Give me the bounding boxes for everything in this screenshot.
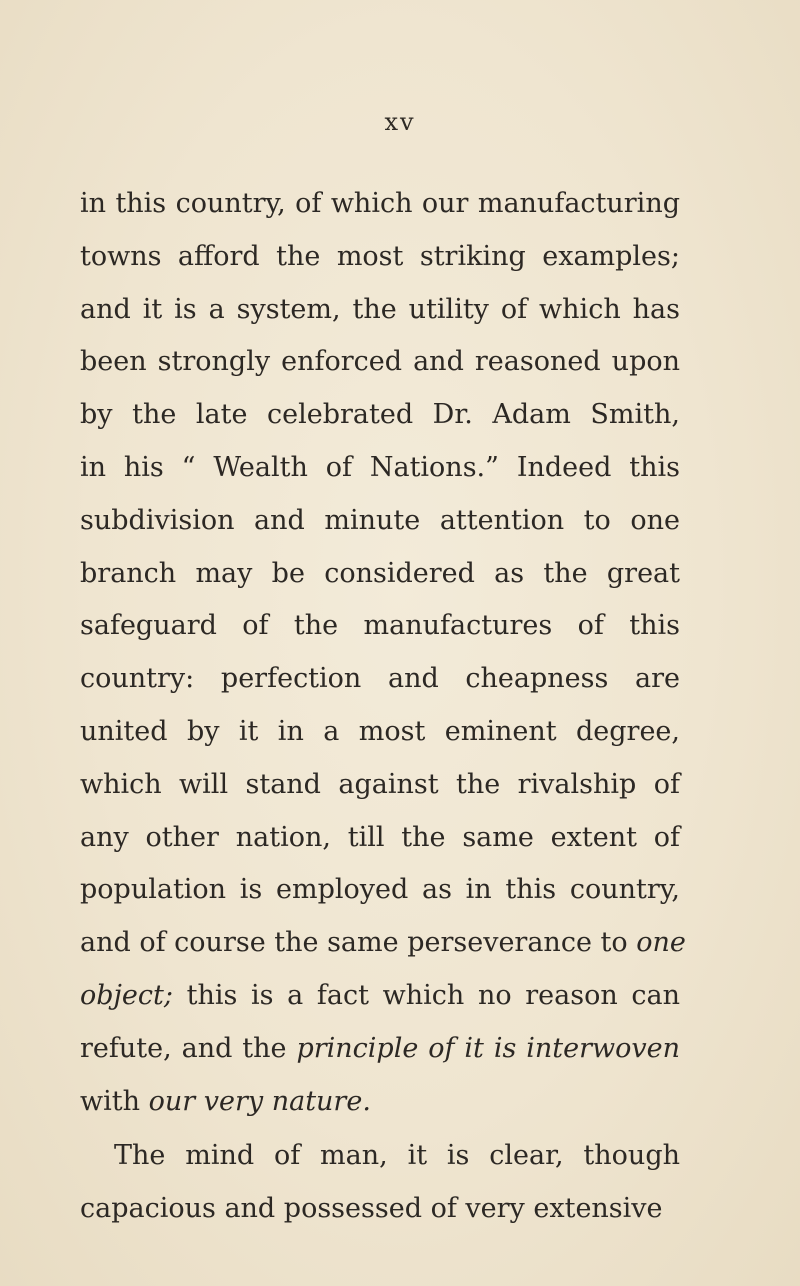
text-line <box>80 1023 680 1076</box>
text-line: been strongly enforced and reasoned upon <box>80 346 680 378</box>
text-line: in his “ Wealth of Nations.” Indeed this <box>80 451 680 483</box>
text-run: with <box>80 1085 140 1117</box>
text-line: population is employed as in this country, <box>80 874 680 906</box>
text-line: in this country, of which our manufacturing <box>80 188 680 219</box>
paragraph-1 <box>80 178 686 1128</box>
italic-run: principle of it is interwoven <box>296 1032 680 1064</box>
text-line: by the late celebrated Dr. Adam Smith, <box>80 399 680 431</box>
text-line: subdivision and minute attention to one <box>80 504 680 536</box>
text-line: united by it in a most eminent degree, <box>80 715 680 747</box>
text-run: refute, and the <box>80 1032 287 1064</box>
page-number: xv <box>384 108 416 136</box>
text-line <box>80 917 686 970</box>
text-line: towns afford the most striking examples; <box>80 240 680 272</box>
italic-run: object; <box>80 979 173 1011</box>
italic-run: our very nature. <box>148 1085 371 1117</box>
text-line <box>80 970 680 1023</box>
text-line: and it is a system, the utility of which has <box>80 293 680 325</box>
text-line: any other nation, till the same extent of <box>80 821 680 853</box>
text-line: which will stand against the rivalship of <box>80 768 680 800</box>
text-line <box>80 1076 680 1129</box>
text-run: and of course the same perseverance to <box>80 927 628 959</box>
text-line: branch may be considered as the great <box>80 557 680 589</box>
text-line: capacious and possessed of very extensive <box>80 1193 663 1225</box>
italic-run: one <box>636 927 686 959</box>
text-run: this is a fact which no reason can <box>186 979 680 1011</box>
text-line: country: perfection and cheapness are <box>80 663 680 695</box>
body-text <box>80 178 686 1236</box>
text-line: safeguard of the manufactures of this <box>80 610 680 642</box>
paragraph-2 <box>80 1130 680 1236</box>
text-line: The mind of man, it is clear, though <box>114 1140 680 1172</box>
